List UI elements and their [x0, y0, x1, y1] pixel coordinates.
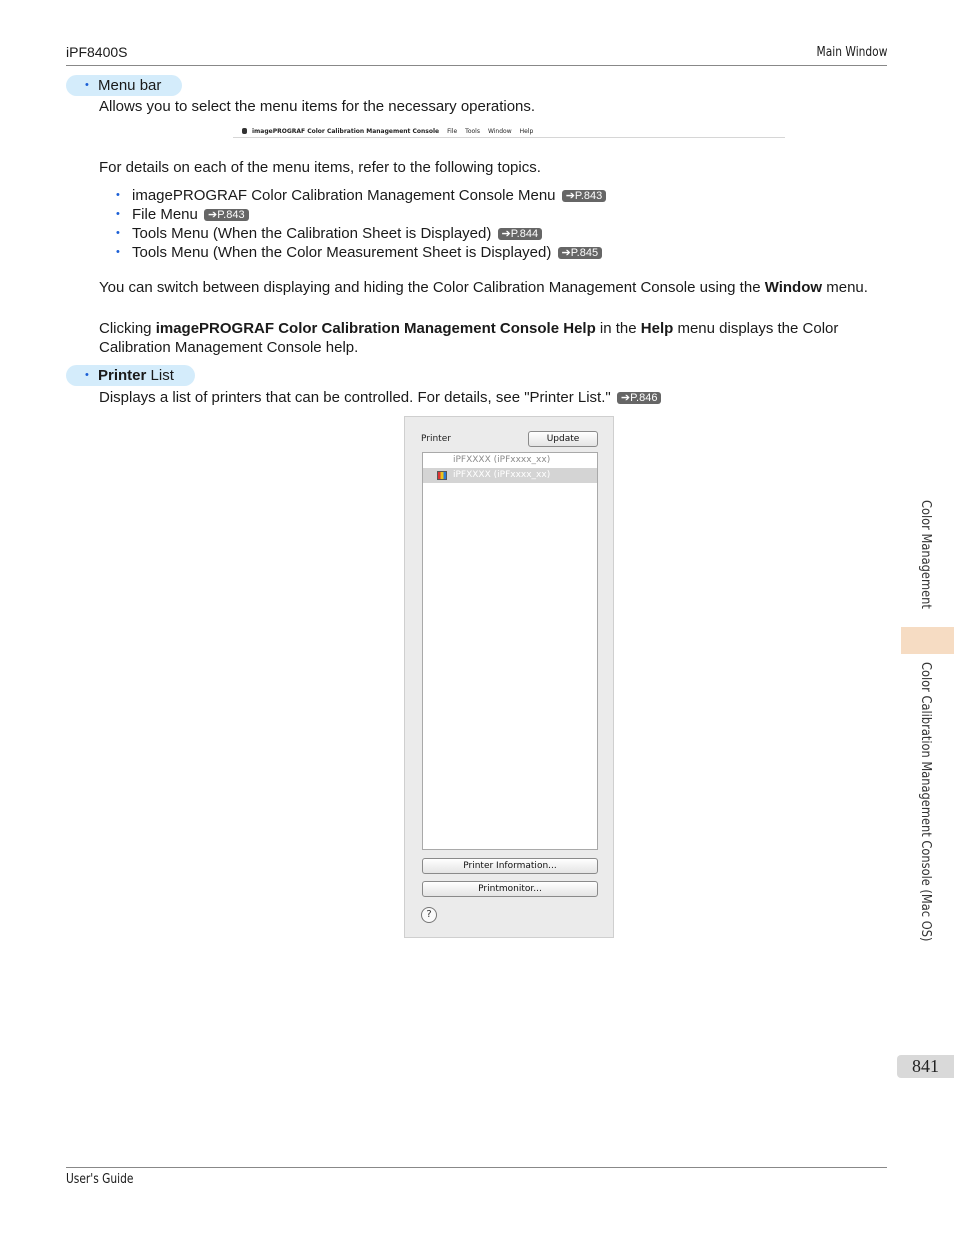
apple-icon [242, 128, 247, 134]
sidebar-subchapter-text: Color Calibration Management Console (Mac OS) [918, 662, 933, 942]
topic-list [116, 186, 606, 262]
note-bold: imagePROGRAF Color Calibration Management Console Help [155, 320, 596, 337]
note-text: in the [595, 320, 641, 337]
footer-guide: User's Guide [66, 1172, 134, 1187]
topics-intro: For details on each of the menu items, refer to the following topics. [99, 159, 541, 176]
printer-name: iPFXXXX (iPFxxxx_xx) [453, 470, 551, 480]
page-ref-link[interactable]: ➔P.845 [558, 247, 603, 259]
help-menu-note [99, 319, 879, 357]
bullet-icon: • [116, 227, 120, 239]
topic-label: imagePROGRAF Color Calibration Management Console Menu [132, 187, 556, 204]
page-ref-link[interactable]: ➔P.846 [617, 392, 662, 404]
menu-window: Window [487, 128, 512, 135]
sidebar-subchapter [918, 662, 938, 954]
list-item [116, 186, 606, 205]
menu-bar-screenshot [233, 127, 785, 138]
bullet-icon: • [85, 79, 89, 91]
printer-desc-text: Displays a list of printers that can be controlled. For details, see "Printer List." [99, 389, 611, 406]
help-button[interactable]: ? [421, 907, 437, 923]
note-bold: Window [764, 279, 823, 296]
note-text: You can switch between displaying and hiding the Color Calibration Management Console using the [99, 279, 765, 296]
list-item[interactable] [423, 468, 597, 483]
update-button[interactable]: Update [528, 431, 598, 447]
note-text: menu displays the Color Calibration Management Console help. [99, 320, 839, 356]
note-text: menu. [822, 279, 868, 296]
list-item [116, 205, 606, 224]
topic-label: Tools Menu (When the Color Measurement Sheet is Displayed) [132, 244, 552, 261]
sidebar-chapter-text: Color Management [918, 500, 933, 609]
bullet-icon: • [116, 208, 120, 220]
printer-list-description [99, 388, 879, 407]
printer-heading-bold: Printer [98, 367, 147, 384]
printer-icon [437, 471, 447, 480]
footer-rule [66, 1167, 887, 1168]
window-menu-note [99, 278, 879, 297]
page-ref-link[interactable]: ➔P.843 [204, 209, 249, 221]
menu-file: File [447, 128, 458, 135]
printer-panel [404, 416, 614, 938]
header-section: Main Window [816, 45, 887, 60]
menu-app-name: imagePROGRAF Color Calibration Management Console [252, 128, 440, 135]
printer-heading-rest: List [146, 367, 174, 384]
sidebar-marker [901, 627, 954, 654]
bullet-icon: • [116, 189, 120, 201]
printmonitor-button[interactable]: Printmonitor... [422, 881, 598, 897]
list-item [116, 243, 606, 262]
header-product: iPF8400S [66, 44, 128, 60]
bullet-icon: • [85, 369, 89, 381]
note-text: Clicking [99, 320, 156, 337]
topic-label: Tools Menu (When the Calibration Sheet is Displayed) [132, 225, 492, 242]
page-ref-link[interactable]: ➔P.844 [498, 228, 543, 240]
printer-information-button[interactable]: Printer Information... [422, 858, 598, 874]
list-item[interactable] [423, 453, 597, 468]
printer-list-heading [66, 365, 195, 386]
printer-label: Printer [421, 434, 451, 444]
menu-bar-description: Allows you to select the menu items for the necessary operations. [99, 98, 536, 115]
menu-bar-heading [66, 75, 182, 96]
header-rule [66, 65, 887, 66]
printer-name: iPFXXXX (iPFxxxx_xx) [453, 455, 551, 465]
menu-bar-heading-text: Menu bar [98, 77, 162, 94]
topic-label: File Menu [132, 206, 198, 223]
page-number: 841 [897, 1055, 954, 1078]
bullet-icon: • [116, 246, 120, 258]
sidebar-chapter [918, 500, 938, 620]
note-bold: Help [640, 320, 674, 337]
page-ref-link[interactable]: ➔P.843 [562, 190, 607, 202]
menu-help: Help [519, 128, 534, 135]
printer-listbox[interactable] [422, 452, 598, 850]
menu-tools: Tools [465, 128, 480, 135]
list-item [116, 224, 606, 243]
